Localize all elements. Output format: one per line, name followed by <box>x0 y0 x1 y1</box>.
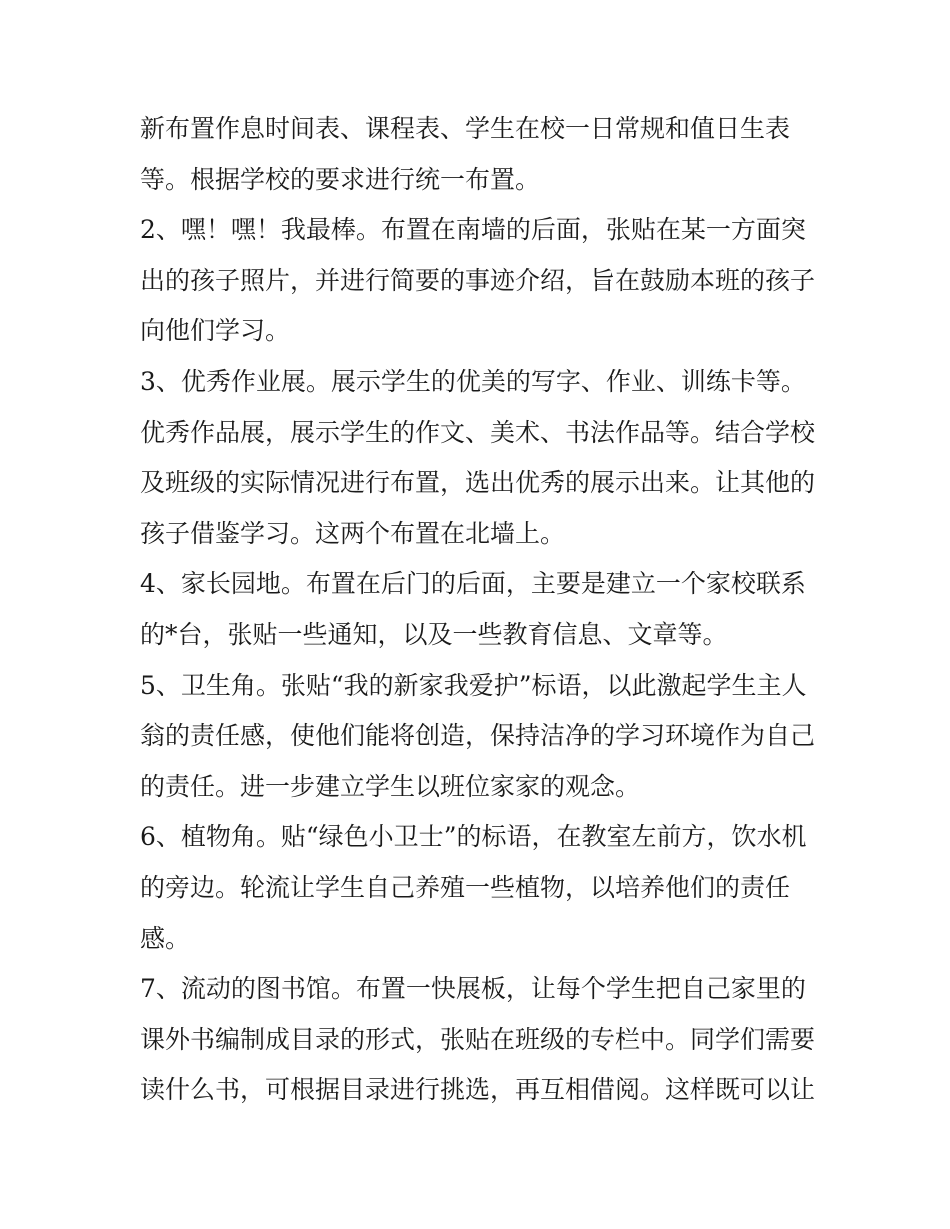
text-line: 向他们学习。 <box>140 316 291 346</box>
text-line: 的*台，张贴一些通知，以及一些教育信息、文章等。 <box>140 619 728 649</box>
text-line: 感。 <box>140 923 191 953</box>
text-line: 5、卫生角。张贴“我的新家我爱护”标语，以此激起学生主人 <box>140 670 807 700</box>
text-line: 2、嘿！嘿！我最棒。布置在南墙的后面，张贴在某一方面突 <box>140 215 806 245</box>
text-line: 翁的责任感，使他们能将创造，保持洁净的学习环境作为自己 <box>140 721 816 751</box>
text-line: 3、优秀作业展。展示学生的优美的写字、作业、训练卡等。 <box>140 366 806 396</box>
text-line: 的责任。进一步建立学生以班位家家的观念。 <box>140 771 641 801</box>
document-body <box>140 104 820 1116</box>
text-line: 优秀作品展，展示学生的作文、美术、书法作品等。结合学校 <box>140 417 816 447</box>
text-line: 课外书编制成目录的形式，张贴在班级的专栏中。同学们需要 <box>140 1024 816 1054</box>
text-line: 孩子借鉴学习。这两个布置在北墙上。 <box>140 518 566 548</box>
text-line: 6、植物角。贴“绿色小卫士”的标语，在教室左前方，饮水机 <box>140 822 807 852</box>
text-line: 的旁边。轮流让学生自己养殖一些植物，以培养他们的责任 <box>140 872 791 902</box>
text-line: 等。根据学校的要求进行统一布置。 <box>140 164 541 194</box>
text-line: 出的孩子照片，并进行简要的事迹介绍，旨在鼓励本班的孩子 <box>140 265 816 295</box>
text-line: 读什么书，可根据目录进行挑选，再互相借阅。这样既可以让 <box>140 1075 816 1105</box>
text-line: 新布置作息时间表、课程表、学生在校一日常规和值日生表 <box>140 114 791 143</box>
text-line: 7、流动的图书馆。布置一快展板，让每个学生把自己家里的 <box>140 974 806 1004</box>
text-line: 4、家长园地。布置在后门的后面，主要是建立一个家校联系 <box>140 569 806 599</box>
text-line: 及班级的实际情况进行布置，选出优秀的展示出来。让其他的 <box>140 468 816 498</box>
